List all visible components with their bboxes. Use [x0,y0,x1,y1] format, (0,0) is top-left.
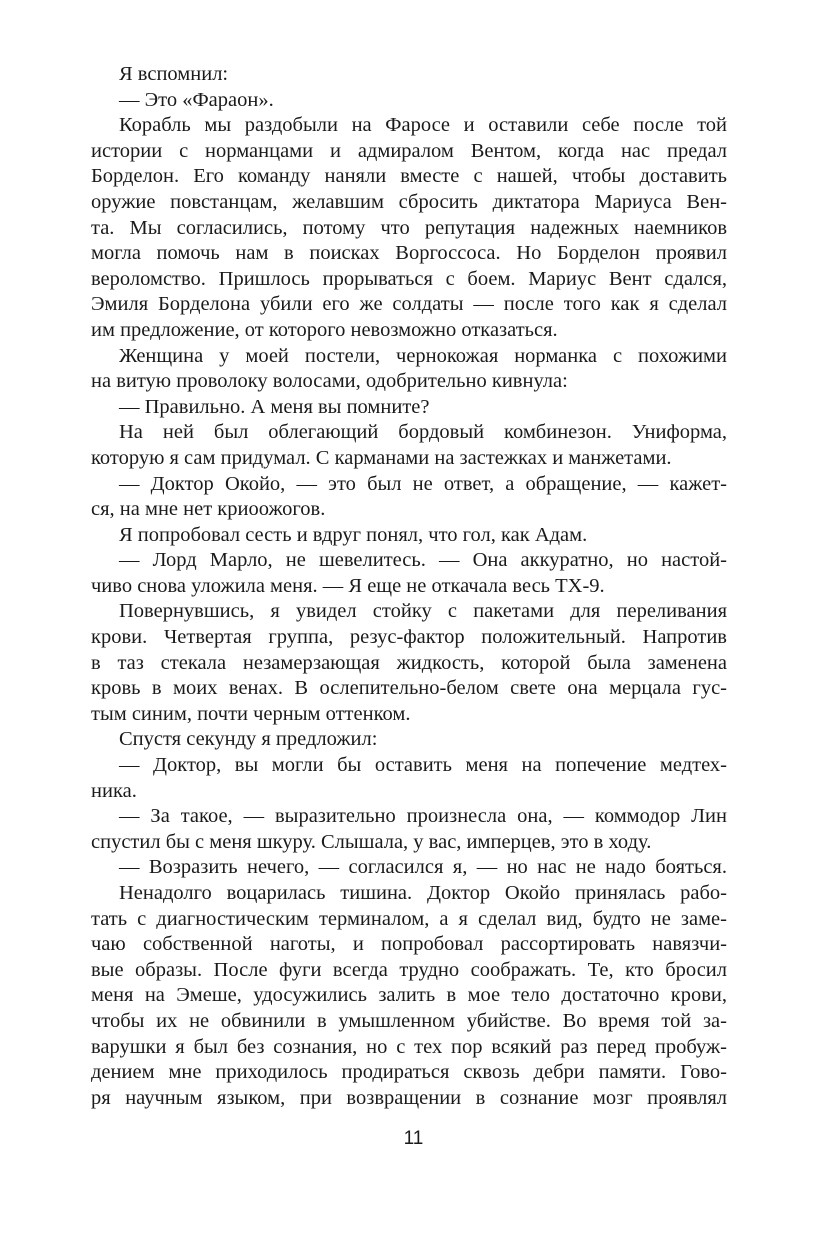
text-line: варушки я был без сознания, но с тех пор всякий раз перед пробуж- [91,1035,727,1058]
text-line: чтобы их не обвинили в умышленном убийстве. Во время той за- [91,1009,727,1032]
text-line: Повернувшись, я увидел стойку с пакетами для переливания [119,600,727,623]
text-line: — Лорд Марло, не шевелитесь. — Она аккуратно, но настой- [119,549,727,572]
text-line: — Правильно. А меня вы помните? [119,395,430,418]
text-line: дением мне приходилось продираться сквозь дебри памяти. Гово- [91,1061,727,1084]
text-line: кровь в моих венах. В ослепительно-белом свете она мерцала гус- [91,677,727,700]
text-line: — Это «Фараон». [119,88,274,111]
text-line: тать с диагностическим терминалом, а я сделал вид, будто не заме- [91,907,727,930]
text-line: — Доктор, вы могли бы оставить меня на попечение медтех- [119,754,727,777]
text-line: вероломство. Пришлось прорываться с боем. Мариус Вент сдался, [91,267,727,290]
text-line: ника. [91,779,137,802]
text-line: Спустя секунду я предложил: [119,728,378,751]
text-line: крови. Четвертая группа, резус-фактор положительный. Напротив [91,626,727,649]
page-number: 11 [403,1128,424,1149]
text-line: Корабль мы раздобыли на Фаросе и оставили себе после той [119,114,727,137]
text-line: та. Мы согласились, потому что репутация надежных наемников [91,216,727,239]
text-line: могла помочь нам в поисках Воргоссоса. Но Борделон проявил [91,242,727,265]
text-line: Ненадолго воцарилась тишина. Доктор Окойо принялась рабо- [119,882,727,904]
text-line: вые образы. После фуги всегда трудно соображать. Те, кто бросил [91,958,727,981]
text-line: Эмиля Борделона убили его же солдаты — после того как я сделал [91,293,727,316]
text-line: в таз стекала незамерзающая жидкость, которой была заменена [91,651,727,674]
text-line: Женщина у моей постели, чернокожая норманка с похожими [119,344,727,367]
text-line: Борделон. Его команду наняли вместе с нашей, чтобы доставить [91,165,727,188]
text-line: — Возразить нечего, — согласился я, — но нас не надо бояться. [119,856,727,879]
text-line: тым синим, почти черным оттенком. [91,702,411,725]
text-line: истории с норманцами и адмиралом Вентом, когда нас предал [91,139,727,162]
text-line: ря научным языком, при возвращении в сознание мозг проявлял [91,1086,727,1109]
text-line: им предложение, от которого невозможно отказаться. [91,318,558,341]
text-line: спустил бы с меня шкуру. Слышала, у вас, имперцев, это в ходу. [91,830,652,853]
text-line: которую я сам придумал. С карманами на застежках и манжетами. [91,446,672,469]
text-line: Я попробовал сесть и вдруг понял, что гол, как Адам. [119,523,588,546]
text-line: Я вспомнил: [119,63,229,85]
text-line: меня на Эмеше, удосужились залить в мое тело достаточно крови, [91,984,727,1007]
text-line: оружие повстанцам, желавшим сбросить диктатора Мариуса Вен- [91,190,727,213]
body-text [91,62,727,1111]
text-line: — Доктор Окойо, — это был не ответ, а обращение, — кажет- [119,472,727,495]
text-line: ся, на мне нет криоожогов. [91,498,326,521]
text-line: чаю собственной наготы, и попробовал рассортировать навязчи- [91,933,727,956]
text-line: чиво снова уложила меня. — Я еще не откачала весь ТХ-9. [91,574,605,597]
text-line: на витую проволоку волосами, одобрительно кивнула: [91,370,568,393]
text-line: — За такое, — выразительно произнесла она, — коммодор Лин [119,805,727,828]
text-line: На ней был облегающий бордовый комбинезон. Униформа, [119,421,727,444]
